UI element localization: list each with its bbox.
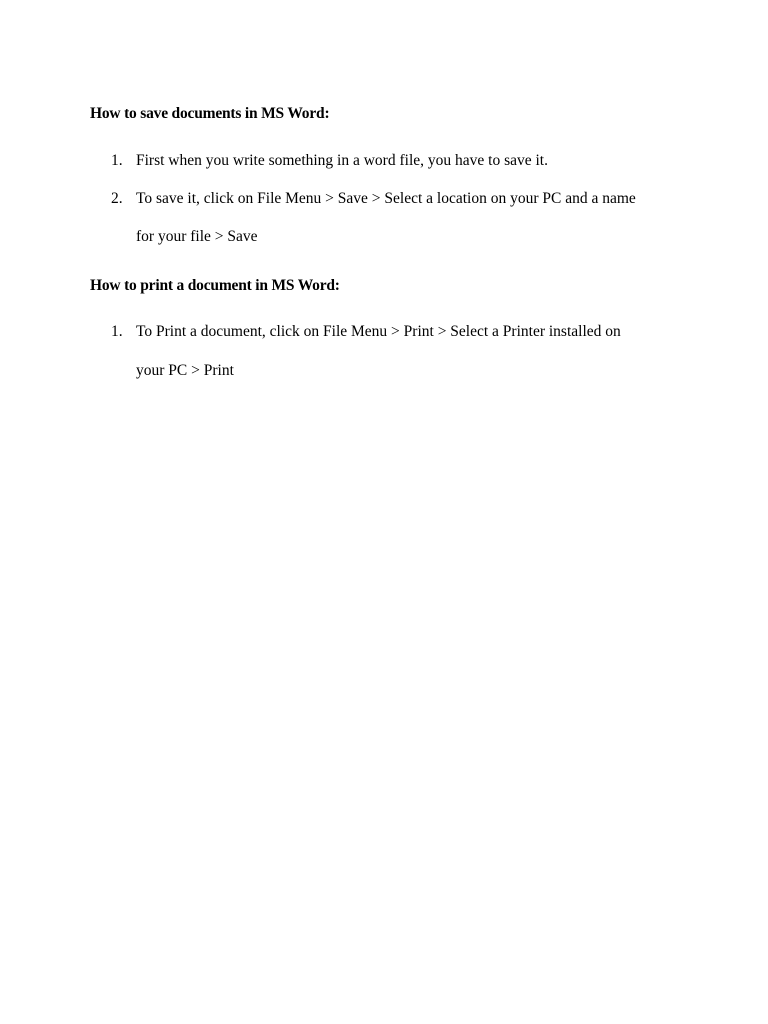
- list-item-text: To Print a document, click on File Menu > Print > Select a Printer installed on: [136, 323, 621, 340]
- section-heading-save: How to save documents in MS Word:: [90, 105, 330, 122]
- list-item-text: First when you write something in a word file, you have to save it.: [136, 152, 548, 169]
- list-item-text-continuation: for your file > Save: [136, 228, 258, 245]
- section-heading-print: How to print a document in MS Word:: [90, 277, 340, 294]
- list-item-text: To save it, click on File Menu > Save > Select a location on your PC and a name: [136, 190, 636, 207]
- list-item-text-continuation: your PC > Print: [136, 362, 234, 379]
- list-number: 1.: [111, 152, 123, 169]
- list-number: 1.: [111, 323, 123, 340]
- list-number: 2.: [111, 190, 123, 207]
